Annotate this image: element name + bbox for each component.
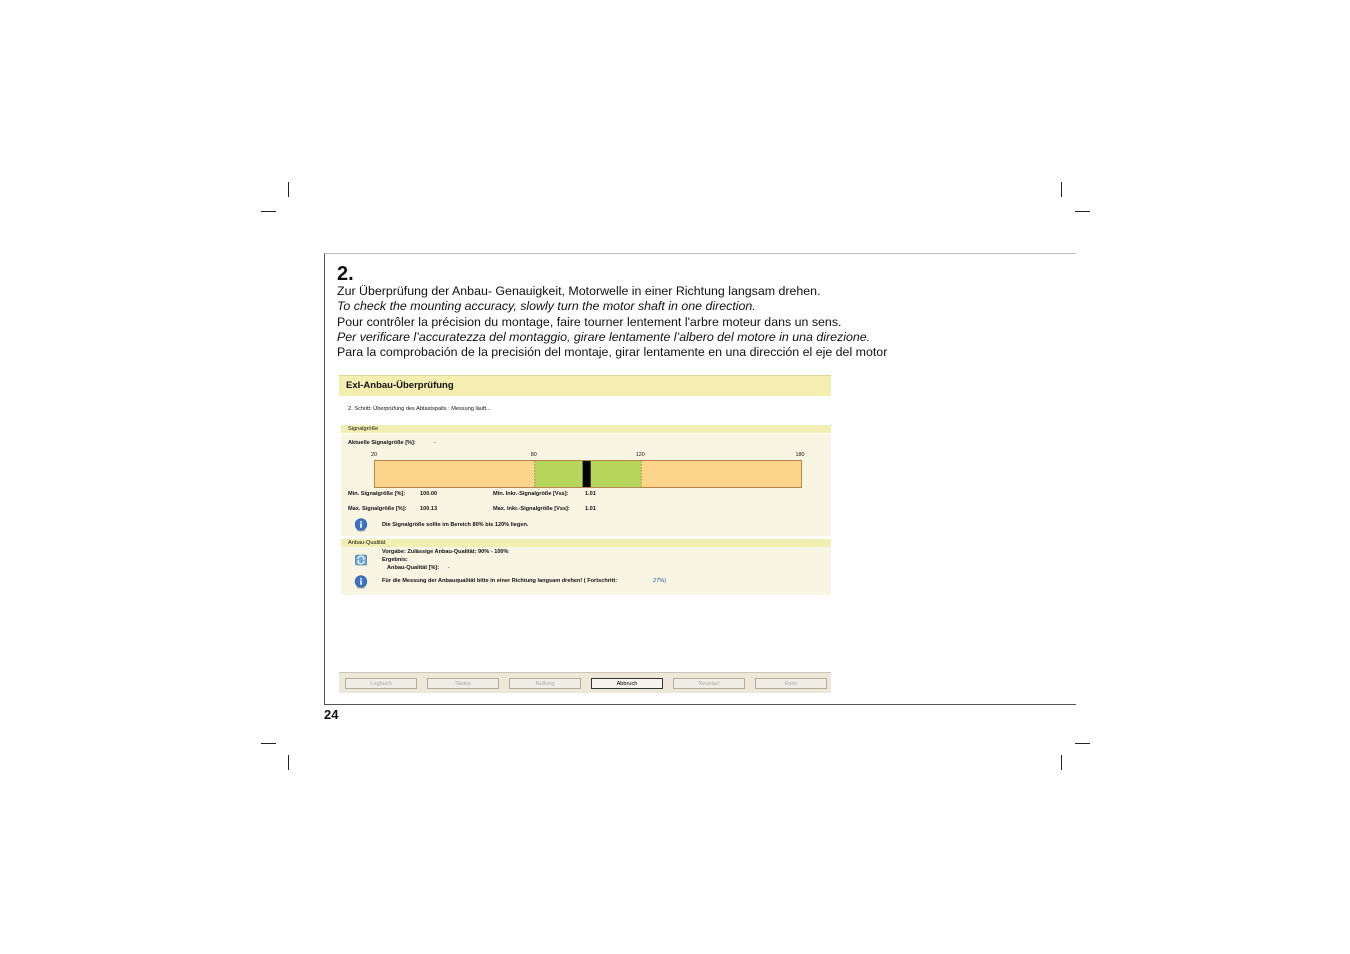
current-signal-value: - xyxy=(434,440,436,446)
quality-value: - xyxy=(448,565,450,571)
software-screenshot xyxy=(339,375,831,692)
quality-info-text: Für die Messung der Anbauqualität bitte in einer Richtung langsam drehen! ( Fortschritt: xyxy=(382,578,618,584)
instruction-it: Per verificare l’accuratezza del montaggio, girare lentamente l’albero del motore in una direzione. xyxy=(337,330,871,344)
instruction-es: Para la comprobación de la precisión del montaje, girar lentamente en una dirección el eje del motor xyxy=(337,345,888,359)
signal-bar-chart xyxy=(375,461,801,487)
signal-marker xyxy=(583,461,591,487)
signal-section-header xyxy=(341,425,831,433)
range-out-of-range xyxy=(375,461,535,487)
tick-label: 20 xyxy=(371,452,377,458)
step-status: 2. Schritt: Überprüfung des Abtastspalts : Messung läuft... xyxy=(348,406,491,412)
signal-bar xyxy=(374,460,802,488)
crop-mark xyxy=(1075,743,1090,744)
range-out-of-range xyxy=(641,461,801,487)
status-button[interactable]: Status xyxy=(427,678,499,689)
crop-mark xyxy=(1061,182,1062,197)
end-button[interactable]: Ende xyxy=(755,678,827,689)
max-signal-value: 100.13 xyxy=(420,506,438,512)
max-signal-label: Max. Signalgröße [%]: xyxy=(348,506,407,512)
min-inc-signal-label: Min. Inkr.-Signalgröße [Vss]: xyxy=(493,491,569,497)
page-number: 24 xyxy=(324,707,339,722)
quality-value-label: Anbau-Qualität [%]: xyxy=(387,565,440,571)
max-inc-signal-label: Max. Inkr.-Signalgröße [Vss]: xyxy=(493,506,570,512)
quality-progress: 27%) xyxy=(653,578,667,584)
crop-mark xyxy=(288,182,289,197)
restart-button[interactable]: Neustart xyxy=(673,678,745,689)
logbook-button[interactable]: Logbuch xyxy=(345,678,417,689)
tick-label: 80 xyxy=(530,452,537,458)
quality-spec: Vorgabe: Zulässige Anbau-Qualität: 90% - 100% xyxy=(382,549,509,555)
min-signal-label: Min. Signalgröße [%]: xyxy=(348,491,406,497)
tick-label: 120 xyxy=(635,452,645,458)
crop-mark xyxy=(261,743,276,744)
abort-button[interactable]: Abbruch xyxy=(591,678,663,689)
tick-label: 180 xyxy=(795,452,805,458)
crop-mark xyxy=(1061,755,1062,770)
instruction-de: Zur Überprüfung der Anbau- Genauigkeit, Motorwelle in einer Richtung langsam drehen. xyxy=(337,284,821,298)
max-inc-signal-value: 1.01 xyxy=(585,506,596,512)
min-signal-value: 100.00 xyxy=(420,491,438,497)
info-icon xyxy=(354,518,368,532)
step-number: 2. xyxy=(337,263,354,285)
quality-result-label: Ergebnis: xyxy=(382,557,408,563)
zeroing-button[interactable]: Nullung xyxy=(509,678,581,689)
window-title: ExI-Anbau-Überprüfung xyxy=(346,380,454,391)
quality-section-header xyxy=(341,539,831,547)
crop-mark xyxy=(288,755,289,770)
instruction-en: To check the mounting accuracy, slowly turn the motor shaft in one direction. xyxy=(337,299,756,313)
crop-mark xyxy=(261,211,276,212)
window-header xyxy=(339,375,831,396)
min-inc-signal-value: 1.01 xyxy=(585,491,596,497)
signal-heading: Signalgröße xyxy=(348,426,379,432)
current-signal-label: Aktuelle Signalgröße [%]: xyxy=(348,440,416,446)
instruction-fr: Pour contrôler la précision du montage, faire tourner lentement l'arbre moteur dans un sens. xyxy=(337,315,842,329)
info-icon xyxy=(354,575,368,589)
quality-heading: Anbau-Qualität xyxy=(348,540,386,546)
refresh-icon xyxy=(354,553,368,567)
crop-mark xyxy=(1075,211,1090,212)
button-bar xyxy=(339,672,831,693)
signal-info-text: Die Signalgröße sollte im Bereich 80% bis 120% liegen. xyxy=(382,522,529,528)
